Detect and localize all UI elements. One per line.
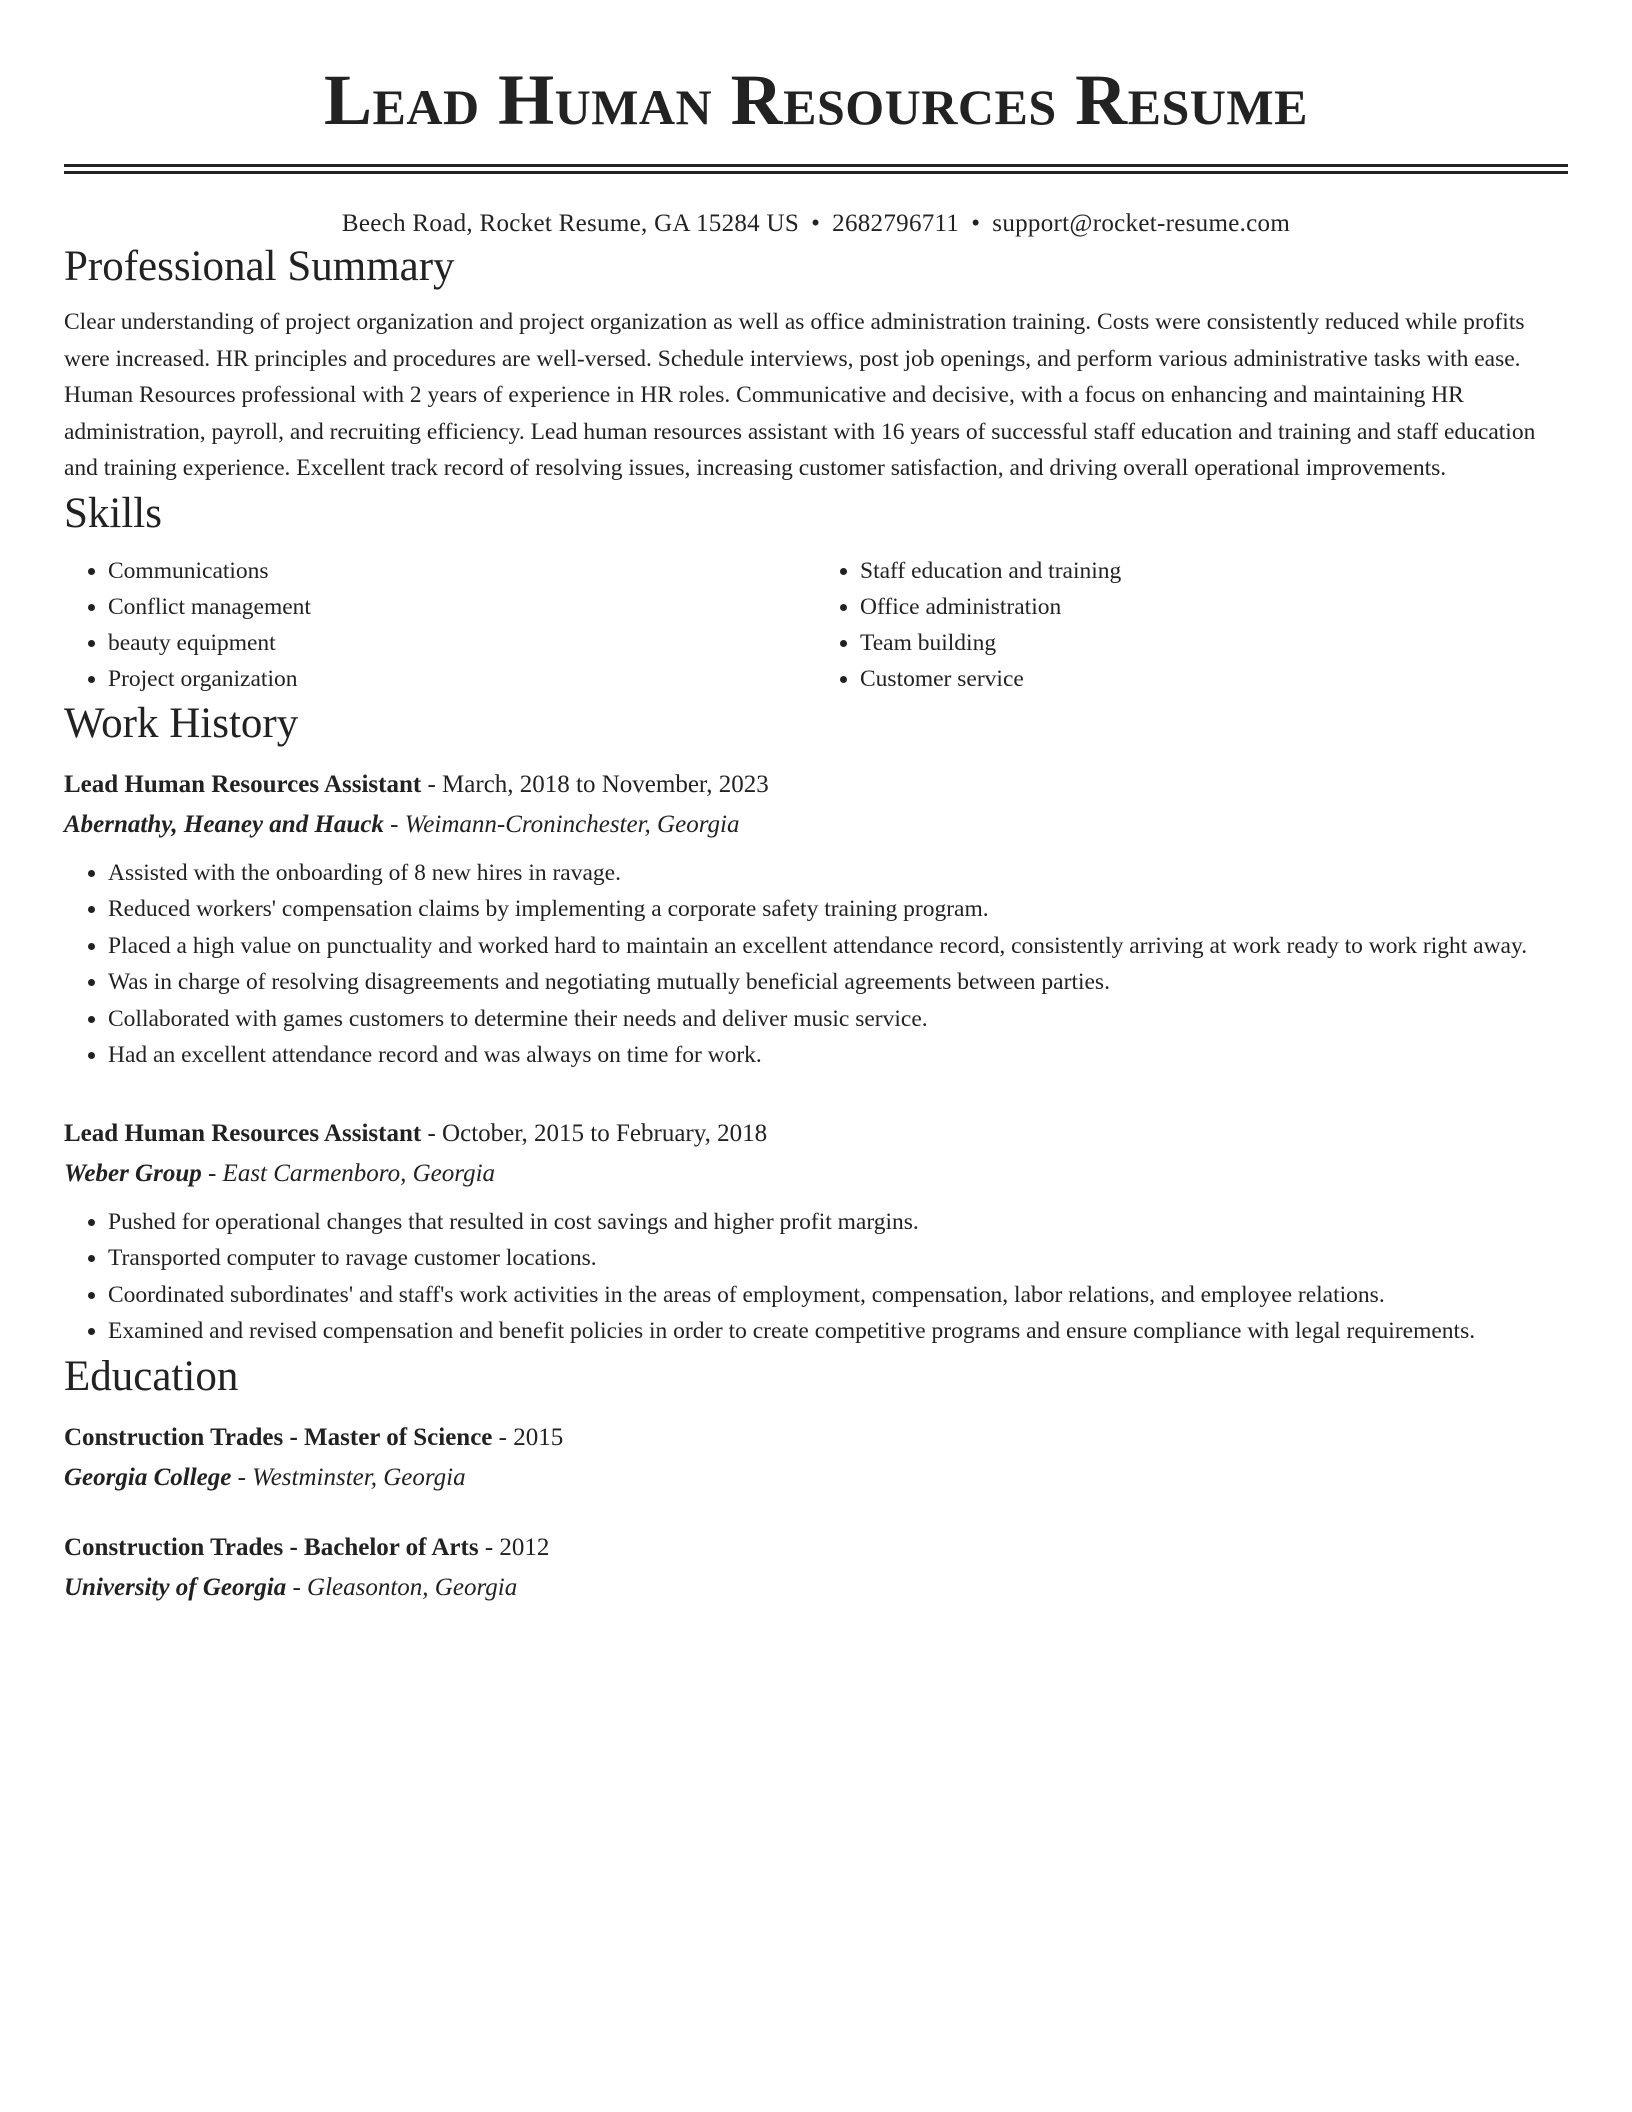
- skills-heading: Skills: [64, 489, 162, 537]
- job-bullet: • Was in charge of resolving disagreements and negotiating mutually beneficial agreements between parties.: [108, 964, 1568, 1001]
- job-entry: [64, 1114, 1568, 1350]
- job-bullet: • Had an excellent attendance record and was always on time for work.: [108, 1037, 1568, 1074]
- contact-address: Beech Road, Rocket Resume, GA 15284 US: [341, 210, 800, 237]
- job-location: - East Carmenboro, Georgia: [201, 1159, 496, 1187]
- job-bullet: • Examined and revised compensation and benefit policies in order to create competitive programs and ensure compliance with legal requirements.: [108, 1313, 1568, 1350]
- job-bullet: • Pushed for operational changes that resulted in cost savings and higher profit margins.: [108, 1204, 1568, 1241]
- job-bullet-list: [64, 1204, 1568, 1350]
- education-entry: [64, 1528, 1568, 1608]
- education-degree: Construction Trades - Master of Science: [64, 1423, 493, 1451]
- job-title-line: [64, 765, 1568, 805]
- contact-line: [64, 208, 1568, 240]
- education-school-line: [64, 1568, 1568, 1608]
- job-dates: - March, 2018 to November, 2023: [421, 770, 769, 798]
- job-company-line: [64, 1154, 1568, 1194]
- title-divider: [64, 164, 1568, 174]
- education-school: Georgia College: [64, 1463, 232, 1491]
- education-degree-line: [64, 1528, 1568, 1568]
- education-entry: [64, 1418, 1568, 1498]
- resume-title: Lead Human Resources Resume: [324, 60, 1308, 140]
- education-location: - Gleasonton, Georgia: [286, 1573, 518, 1601]
- skill-item: • beauty equipment: [108, 625, 816, 661]
- skills-left-list: [64, 553, 816, 697]
- skill-item: • Conflict management: [108, 589, 816, 625]
- skills-right-list: [816, 553, 1568, 697]
- job-bullet: • Placed a high value on punctuality and worked hard to maintain an excellent attendance record, consistently arriving at work ready to work right away.: [108, 928, 1568, 965]
- education-degree-line: [64, 1418, 1568, 1458]
- education-degree: Construction Trades - Bachelor of Arts: [64, 1533, 479, 1561]
- job-company-line: [64, 805, 1568, 845]
- job-company: Weber Group: [64, 1159, 202, 1187]
- job-location: - Weimann-Croninchester, Georgia: [383, 810, 740, 838]
- job-entry: [64, 765, 1568, 1074]
- skill-item: • Staff education and training: [860, 553, 1568, 589]
- job-bullet: • Reduced workers' compensation claims by implementing a corporate safety training program.: [108, 891, 1568, 928]
- job-bullet: • Transported computer to ravage customer locations.: [108, 1240, 1568, 1277]
- skill-item: • Office administration: [860, 589, 1568, 625]
- contact-email: support@rocket-resume.com: [992, 210, 1291, 237]
- skill-item: • Communications: [108, 553, 816, 589]
- job-title-line: [64, 1114, 1568, 1154]
- skill-item: • Customer service: [860, 661, 1568, 697]
- education-heading: Education: [64, 1352, 239, 1400]
- job-title: Lead Human Resources Assistant: [64, 1119, 422, 1147]
- education-school: University of Georgia: [64, 1573, 287, 1601]
- contact-phone: 2682796711: [832, 210, 960, 237]
- job-title: Lead Human Resources Assistant: [64, 770, 422, 798]
- job-bullet-list: [64, 855, 1568, 1074]
- education-year: - 2012: [478, 1533, 550, 1561]
- summary-text: Clear understanding of project organization and project organization as well as office administration training. Costs were consistently reduced while profits were increased. HR principles and procedures are well-versed. Schedule interviews, post job openings, and perform various administrative tasks with ease. Human Resources professional with 2 years of experience in HR roles. Communicative and decisive, with a focus on enhancing and maintaining HR administration, payroll, and recruiting efficiency. Lead human resources assistant with 16 years of successful staff education and training and staff education and training experience. Excellent track record of resolving issues, increasing customer satisfaction, and driving overall operational improvements.: [64, 309, 1536, 481]
- education-school-line: [64, 1458, 1568, 1498]
- skill-item: • Team building: [860, 625, 1568, 661]
- job-dates: - October, 2015 to February, 2018: [421, 1119, 768, 1147]
- job-bullet: • Assisted with the onboarding of 8 new hires in ravage.: [108, 855, 1568, 892]
- summary-heading: Professional Summary: [64, 243, 455, 290]
- work-history-heading: Work History: [64, 699, 299, 747]
- job-company: Abernathy, Heaney and Hauck: [64, 810, 384, 838]
- contact-separator: •: [811, 210, 821, 237]
- skill-item: • Project organization: [108, 661, 816, 697]
- education-year: - 2015: [492, 1423, 564, 1451]
- job-bullet: • Coordinated subordinates' and staff's work activities in the areas of employment, compensation, labor relations, and employee relations.: [108, 1277, 1568, 1314]
- contact-separator: •: [971, 210, 981, 237]
- education-location: - Westminster, Georgia: [231, 1463, 466, 1491]
- job-bullet: • Collaborated with games customers to determine their needs and deliver music service.: [108, 1001, 1568, 1038]
- skills-grid: [64, 553, 1568, 697]
